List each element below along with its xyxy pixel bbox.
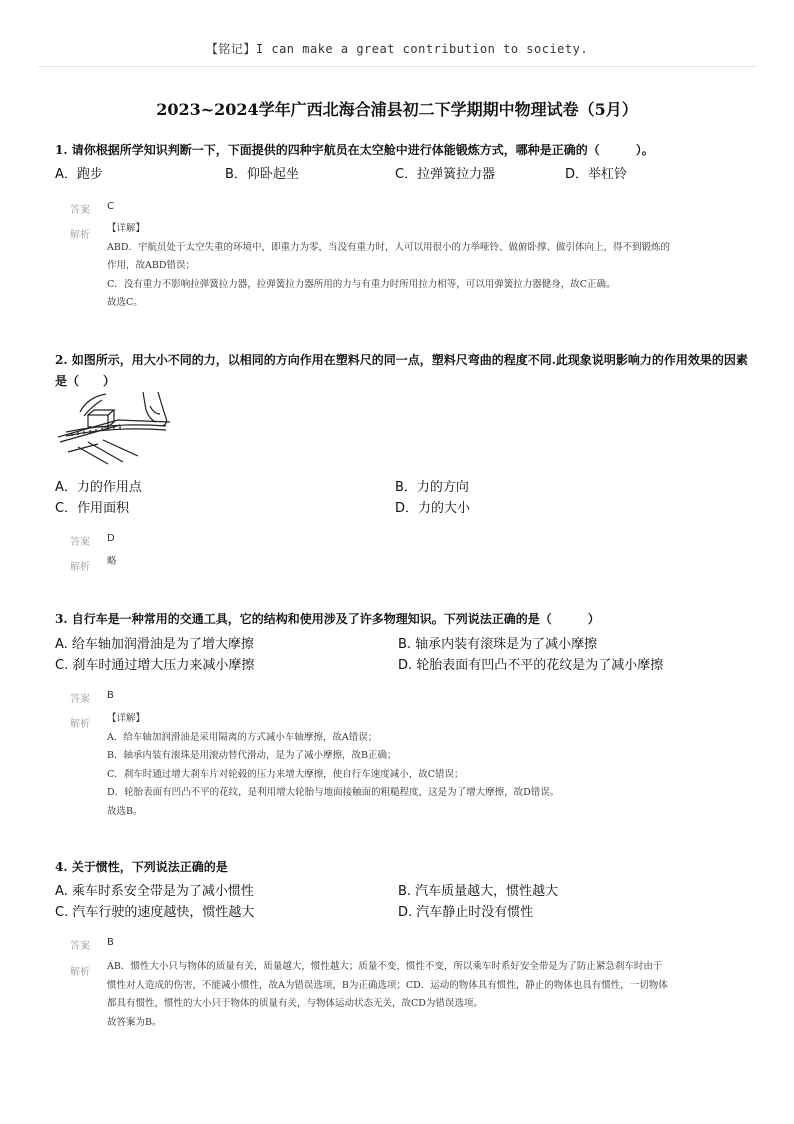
q4-option-a: A. 乘车时系安全带是为了减小惯性: [55, 884, 254, 899]
q1-analysis-label: 解析: [70, 230, 90, 241]
analysis-line: B．轴承内装有滚珠是用滚动替代滑动，是为了减小摩擦，故B正确；: [107, 750, 397, 761]
analysis-line: 惯性对人造成的伤害，不能减小惯性，故A为错误选项，B为正确选项；CD．运动的物体具有惯性，静止的物体也具有惯性，一切物体: [107, 979, 668, 991]
q2-answer-value: D: [107, 533, 115, 544]
analysis-line: D．轮胎表面有凹凸不平的花纹，是利用增大轮胎与地面接触面的粗糙程度，这是为了增大摩擦，故D错误。: [107, 787, 560, 798]
analysis-line: 故选C。: [107, 297, 143, 308]
q1-analysis: [107, 220, 725, 313]
q2-analysis-label: 解析: [70, 562, 90, 573]
ruler-bending-figure: [58, 392, 173, 470]
q2-option-a: A．力的作用点: [55, 480, 142, 495]
analysis-line: C．没有重力不影响拉弹簧拉力器，拉弹簧拉力器所用的力与有重力时所用拉力相等，可以用弹簧拉力器健身，故C正确。: [107, 278, 616, 290]
q2-option-b: B．力的方向: [395, 480, 469, 495]
analysis-line: 都具有惯性，惯性的大小只于物体的质量有关，与物体运动状态无关，故CD为错误选项。: [107, 998, 483, 1009]
q4-option-d: D. 汽车静止时没有惯性: [398, 905, 534, 920]
analysis-line: AB．惯性大小只与物体的质量有关，质量越大，惯性越大；质量不变，惯性不变，所以乘车时系好安全带是为了防止紧急刹车时由于: [107, 961, 663, 972]
q4-answer-label: 答案: [70, 941, 90, 952]
q1-option-a: A．跑步: [55, 167, 103, 182]
q1-answer-label: 答案: [70, 205, 90, 216]
q4-analysis: [107, 958, 725, 1032]
q1-option-d: D．举杠铃: [565, 167, 628, 182]
q2-stem: 2. 如图所示，用大小不同的力，以相同的方向作用在塑料尺的同一点，塑料尺弯曲的程度不同.此现象说明影响力的作用效果的因素是（ ）: [55, 353, 748, 388]
q3-answer-value: B: [107, 690, 114, 701]
q3-analysis: [107, 710, 725, 821]
q1-option-b: B．仰卧起坐: [225, 167, 299, 182]
q1-answer-value: C: [107, 201, 114, 212]
q4-option-c: C. 汽车行驶的速度越快，惯性越大: [55, 905, 255, 920]
analysis-line: ABD．宇航员处于太空失重的环境中，即重力为零，当没有重力时，人可以用很小的力举哑铃、做俯卧撑、做引体向上，得不到锻炼的: [107, 241, 670, 253]
q2-answer-label: 答案: [70, 537, 90, 548]
q3-analysis-label: 解析: [70, 719, 90, 730]
analysis-line: 【详解】: [107, 223, 146, 234]
analysis-line: A．给车轴加润滑油是采用隔离的方式减小车轴摩擦，故A错误；: [107, 731, 378, 743]
q1-stem: 1. 请你根据所学知识判断一下，下面提供的四种宇航员在太空舱中进行体能锻炼方式，哪种是正确的（ ）。: [55, 143, 654, 157]
analysis-line: 略: [107, 556, 117, 567]
analysis-line: C．刹车时通过增大刹车片对轮毂的压力来增大摩擦，使自行车速度减小，故C错误；: [107, 768, 464, 780]
motto-header: 【铭记】I can make a great contribution to society.: [205, 42, 589, 56]
q3-stem: 3. 自行车是一种常用的交通工具，它的结构和使用涉及了许多物理知识。下列说法正确的是（ ）: [55, 612, 600, 626]
analysis-line: 【详解】: [107, 713, 146, 724]
q3-answer-label: 答案: [70, 694, 90, 705]
q3-option-b: B. 轴承内装有滚珠是为了减小摩擦: [398, 637, 598, 652]
q2-option-d: D．力的大小: [395, 501, 471, 516]
q4-option-b: B. 汽车质量越大，惯性越大: [398, 884, 559, 899]
page-title: 2023~2024学年广西北海合浦县初二下学期期中物理试卷（5月）: [156, 100, 638, 119]
q4-analysis-label: 解析: [70, 967, 90, 978]
q3-option-c: C. 刹车时通过增大压力来减小摩擦: [55, 658, 255, 673]
analysis-line: 故答案为B。: [107, 1016, 162, 1028]
header-divider: [38, 66, 756, 67]
analysis-line: 作用，故ABD错误；: [107, 260, 195, 271]
q4-stem: 4. 关于惯性，下列说法正确的是: [55, 860, 228, 874]
analysis-line: 故选B。: [107, 805, 143, 817]
q1-option-c: C．拉弹簧拉力器: [395, 167, 496, 182]
q3-option-a: A. 给车轴加润滑油是为了增大摩擦: [55, 637, 254, 652]
q2-option-c: C．作用面积: [55, 501, 130, 516]
q4-answer-value: B: [107, 937, 114, 948]
q3-option-d: D. 轮胎表面有凹凸不平的花纹是为了减小摩擦: [398, 658, 664, 673]
q2-analysis: [107, 553, 725, 572]
